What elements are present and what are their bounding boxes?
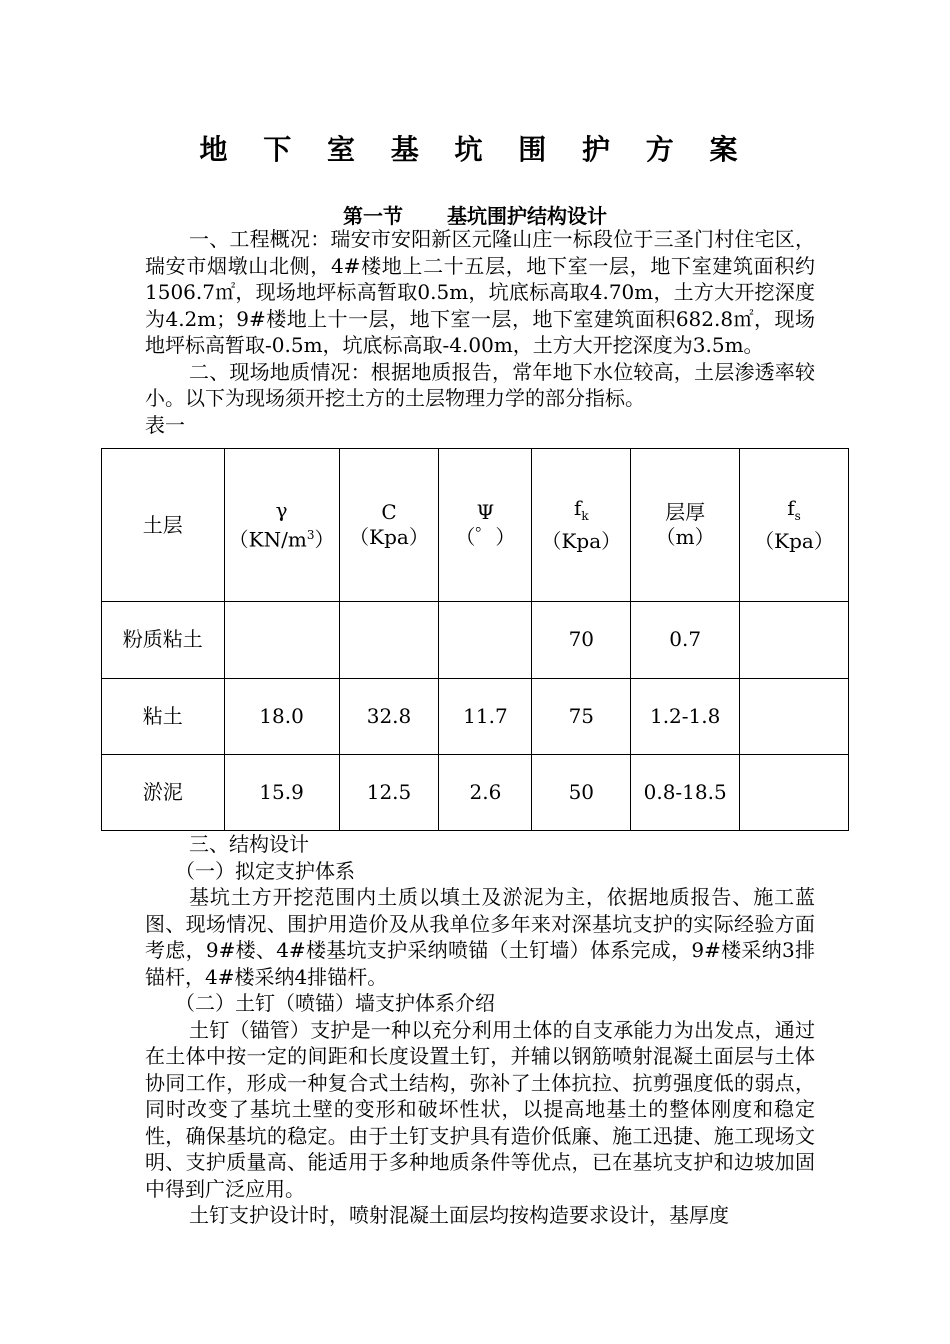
document-title: 地 下 室 基 坑 围 护 方 案 xyxy=(199,133,751,166)
support-system-heading: （一）拟定支护体系 xyxy=(175,858,355,883)
header-cell: $f_s$ （Kpa） xyxy=(740,449,849,602)
table-cell: 粘土 xyxy=(102,678,225,754)
table-cell: 粉质粘土 xyxy=(102,602,225,678)
table-row xyxy=(102,602,849,678)
table-cell: 32.8 xyxy=(339,678,439,754)
header-cell: 层厚 （m） xyxy=(631,449,740,602)
table-cell xyxy=(740,678,849,754)
table-cell: 18.0 xyxy=(224,678,339,754)
section-number: 第一节 xyxy=(343,204,403,228)
header-cell: $f_k$ （Kpa） xyxy=(532,449,631,602)
table-cell: 15.9 xyxy=(224,754,339,830)
design-block xyxy=(145,831,815,1229)
section-heading xyxy=(0,200,950,229)
soil-nail-design-paragraph: 土钉支护设计时，喷射混凝土面层均按构造要求设计，基厚度 xyxy=(189,1203,729,1227)
table-caption: 表一 xyxy=(145,412,185,437)
table-cell xyxy=(740,754,849,830)
geology-paragraph: 二、现场地质情况：根据地质报告，常年地下水位较高，土层渗透率较小。以下为现场须开挖土方的土层物理力学的部分指标。 xyxy=(145,359,815,410)
support-system-paragraph: 基坑土方开挖范围内土质以填土及淤泥为主，依据地质报告、施工蓝图、现场情况、围护用造价及从我单位多年来对深基坑支护的实际经验方面考虑，9#楼、4#楼基坑支护采纳喷锚（土钉墙）体系完成，9#楼采纳3排锚杆，4#楼采纳4排锚杆。 xyxy=(145,885,815,989)
project-overview-paragraph: 一、工程概况：瑞安市安阳新区元隆山庄一标段位于三圣门村住宅区，瑞安市烟墩山北侧，4#楼地上二十五层，地下室一层，地下室建筑面积约1506.7㎡，现场地坪标高暂取0.5m，坑底标高取4.70m，土方大开挖深度为4.2m；9#楼地上十一层，地下室一层，地下室建筑面积682.8㎡，现场地坪标高暂取-0.5m，坑底标高取-4.00m，土方大开挖深度为3.5m。 xyxy=(145,227,815,357)
table-cell: 淤泥 xyxy=(102,754,225,830)
table-cell: 50 xyxy=(532,754,631,830)
table-row xyxy=(102,678,849,754)
soil-nail-paragraph: 土钉（锚管）支护是一种以充分利用土体的自支承能力为出发点，通过在土体中按一定的间距和长度设置土钉，并辅以钢筋喷射混凝土面层与土体协同工作，形成一种复合式土结构，弥补了土体抗拉、抗剪强度低的弱点，同时改变了基坑土壁的变形和破坏性状，以提高地基土的整体刚度和稳定性，确保基坑的稳定。由于土钉支护具有造价低廉、施工迅捷、施工现场文明、支护质量高、能适用于多种地质条件等优点，已在基坑支护和边坡加固中得到广泛应用。 xyxy=(145,1017,815,1201)
table-cell xyxy=(740,602,849,678)
table-cell xyxy=(439,602,532,678)
table-cell: 12.5 xyxy=(339,754,439,830)
table-cell: 2.6 xyxy=(439,754,532,830)
table-row xyxy=(102,754,849,830)
overview-block xyxy=(145,226,815,438)
header-cell: γ $(KN/m^3)$ xyxy=(224,449,339,602)
table-cell: 0.7 xyxy=(631,602,740,678)
table-header-row xyxy=(102,449,849,602)
header-cell: C （Kpa） xyxy=(339,449,439,602)
table-cell: 75 xyxy=(532,678,631,754)
structure-design-heading: 三、结构设计 xyxy=(189,832,309,856)
header-cell: Ψ （゜） xyxy=(439,449,532,602)
table-cell: 0.8-18.5 xyxy=(631,754,740,830)
table-cell: 70 xyxy=(532,602,631,678)
table-cell xyxy=(224,602,339,678)
table-cell xyxy=(339,602,439,678)
section-name: 基坑围护结构设计 xyxy=(447,204,607,228)
soil-properties-table xyxy=(101,448,849,831)
table-cell: 1.2-1.8 xyxy=(631,678,740,754)
soil-nail-heading: （二）土钉（喷锚）墙支护体系介绍 xyxy=(175,991,495,1015)
table-cell: 11.7 xyxy=(439,678,532,754)
header-cell: 土层 xyxy=(102,449,225,602)
